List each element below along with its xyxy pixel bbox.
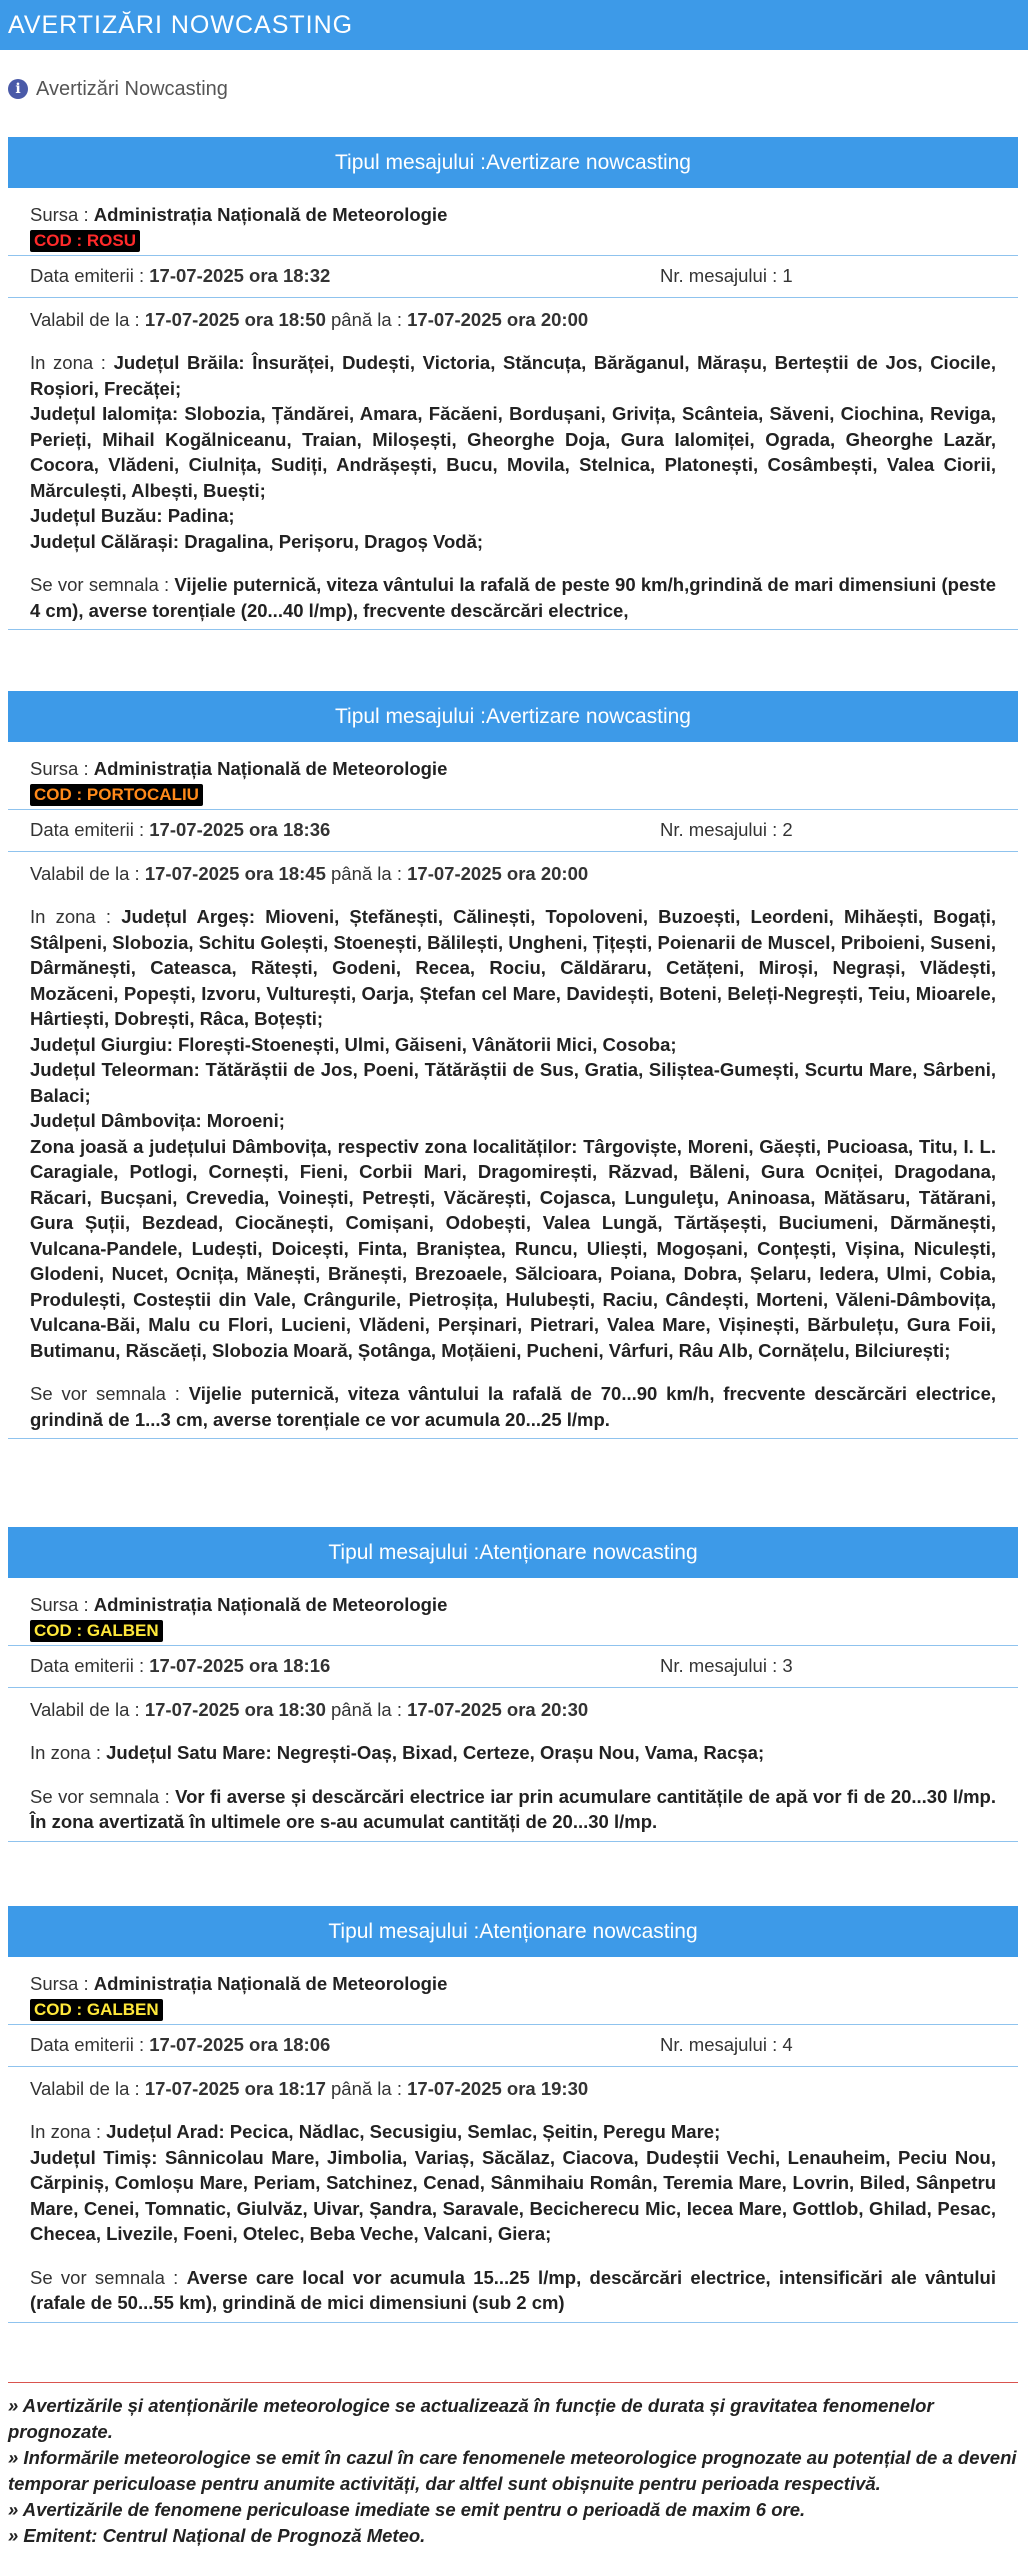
source-value: Administrația Națională de Meteorologie xyxy=(93,758,448,779)
message-type-header xyxy=(8,137,1018,188)
breadcrumb xyxy=(0,71,1028,107)
footer-note: » Informările meteorologice se emit în cazul în care fenomenele meteorologice prognozate au potențial de a deveni temporar periculoase pentru anumite activități, dar altfel sunt obișnuite pentru perioada respectivă. xyxy=(8,2447,1017,2494)
signs-value: Averse care local vor acumula 15...25 l/mp, descărcări electrice, intensificări ale vântului (rafale de 50...55 km), grindină de mici dimensiuni (sub 2 cm) xyxy=(30,2266,996,2313)
emission-row xyxy=(8,1646,1018,1684)
valid-from-value: 17-07-2025 ora 18:30 xyxy=(144,1699,326,1720)
source-label: Sursa : xyxy=(30,1973,94,1994)
valid-to-value: 17-07-2025 ora 20:00 xyxy=(407,309,589,330)
emit-value: 17-07-2025 ora 18:36 xyxy=(149,819,331,840)
message-type-prefix: Tipul mesajului : xyxy=(328,1540,480,1564)
divider xyxy=(8,2322,1018,2323)
source-label: Sursa : xyxy=(30,1594,94,1615)
valid-from-label: Valabil de la : xyxy=(30,2078,145,2099)
signs-label: Se vor semnala : xyxy=(30,2266,187,2288)
valid-from-value: 17-07-2025 ora 18:17 xyxy=(144,2078,326,2099)
emission-row xyxy=(8,2025,1018,2063)
code-badge: COD : PORTOCALIU xyxy=(30,784,203,806)
message-number-label: Nr. mesajului : xyxy=(660,265,783,286)
signs-value: Vor fi averse și descărcări electrice iar prin acumulare cantitățile de apă vor fi de 20...30 l/mp. În zona avertizată în ultimele ore s-au acumulat cantități de 20...30 l/mp. xyxy=(30,1785,996,1832)
code-badge: COD : GALBEN xyxy=(30,1620,163,1642)
valid-from-value: 17-07-2025 ora 18:45 xyxy=(144,863,326,884)
zone-value: Județul Brăila: Însurăței, Dudești, Victoria, Stăncuța, Bărăganul, Mărașu, Berteștii de Jos, Ciocile, Roșiori, Frecăței; Județul Ialomița: Slobozia, Țăndărei, Amara, Făcăeni, Bordușani, Grivița, Scânteia, Săveni, Ciochina, Reviga, Perieți, Mihail Kogălniceanu, Traian, Miloșești, Gheorghe Doja, Gura Ialomiței, Ograda, Gheorghe Lazăr, Cocora, Vlădeni, Ciulnița, Sudiți, Andrășești, Bucu, Movila, Stelnica, Platonești, Cosâmbești, Valea Ciorii, Mărculești, Albești, Buești; Județul Buzău: Padina; Județul Călărași: Dragalina, Perișoru, Dragoș Vodă; xyxy=(30,352,996,552)
signs-row xyxy=(8,554,1018,623)
message-number: 1 xyxy=(782,265,793,286)
warning-card xyxy=(8,1906,1018,2323)
source-label: Sursa : xyxy=(30,204,94,225)
source-label: Sursa : xyxy=(30,758,94,779)
zone-value: Județul Argeș: Mioveni, Ștefănești, Călinești, Topoloveni, Buzoești, Leordeni, Mihăești, Bogați, Stâlpeni, Slobozia, Schitu Golești, Stoenești, Bălilești, Ungheni, Țițești, Poienarii de Muscel, Priboieni, Suseni, Dârmănești, Cateasca, Rătești, Godeni, Recea, Rociu, Căldăraru, Cetățeni, Miroși, Negrași, Vlădești, Mozăceni, Popești, Izvoru, Vulturești, Oarja, Ștefan cel Mare, Davidești, Boteni, Beleți-Negrești, Teiu, Mioarele, Hârtiești, Dobrești, Râca, Boțești; Județul Giurgiu: Florești-Stoenești, Ulmi, Găiseni, Vânătorii Mici, Cosoba; Județul Teleorman: Tătărăștii de Jos, Poeni, Tătărăștii de Sus, Gratia, Siliștea-Gumești, Scurtu Mare, Sârbeni, Balaci; Județul Dâmbovița: Moroeni; Zona joasă a județului Dâmbovița, respectiv zona localităților: Târgoviște, Moreni, Găești, Pucioasa, Titu, I. L. Caragiale, Potlogi, Cornești, Fieni, Corbii Mari, Dragomirești, Răzvad, Băleni, Gura Ocniței, Dragodana, Răcari, Bucșani, Crevedia, Voinești, Petrești, Văcărești, Cojasca, Lunguleţu, Aninoasa, Mătăsaru, Tătărani, Gura Șuții, Bezdead, Ciocănești, Comișani, Odobești, Valea Lungă, Tărtășești, Buciumeni, Dărmănești, Vulcana-Pandele, Ludești, Doicești, Finta, Braniștea, Runcu, Uliești, Mogoșani, Conțești, Vișina, Niculești, Glodeni, Nucet, Ocnița, Mănești, Brănești, Brezoaele, Sălcioara, Poiana, Dobra, Șelaru, Iedera, Ulmi, Cobia, Produlești, Costeștii din Vale, Crângurile, Pietroșița, Hulubești, Raciu, Cândești, Morteni, Văleni-Dâmbovița, Vulcana-Băi, Malu cu Flori, Lucieni, Vlădeni, Perșinari, Pietrari, Valea Mare, Vișinești, Bărbulețu, Gura Foii, Butimanu, Răscăeți, Slobozia Moară, Șotânga, Moțăieni, Pucheni, Vârfuri, Râu Alb, Cornățelu, Bilciurești; xyxy=(30,906,997,1361)
zone-value: Județul Satu Mare: Negrești-Oaș, Bixad, Certeze, Orașu Nou, Vama, Racșa; xyxy=(106,1742,765,1763)
message-number-label: Nr. mesajului : xyxy=(660,2034,783,2055)
source-row xyxy=(8,1971,1018,1996)
info-icon: i xyxy=(8,79,28,99)
divider xyxy=(8,1438,1018,1439)
code-badge: COD : ROSU xyxy=(30,230,140,252)
message-number: 2 xyxy=(782,819,793,840)
valid-to-label: până la : xyxy=(325,863,408,884)
page-header xyxy=(0,0,1028,50)
footer-note: » Emitent: Centrul Național de Prognoză Meteo. xyxy=(8,2525,426,2546)
message-type-prefix: Tipul mesajului : xyxy=(328,1919,480,1943)
emit-value: 17-07-2025 ora 18:32 xyxy=(149,265,331,286)
signs-label: Se vor semnala : xyxy=(30,1785,176,1807)
warning-card xyxy=(8,137,1018,630)
validity-row xyxy=(8,2067,1018,2101)
message-type: Atenționare nowcasting xyxy=(479,1540,698,1564)
divider xyxy=(8,629,1018,630)
signs-row xyxy=(8,1363,1018,1432)
emit-value: 17-07-2025 ora 18:06 xyxy=(149,2034,331,2055)
message-type-header xyxy=(8,1906,1018,1957)
emit-value: 17-07-2025 ora 18:16 xyxy=(149,1655,331,1676)
signs-label: Se vor semnala : xyxy=(30,1383,189,1404)
emit-label: Data emiterii : xyxy=(30,1655,150,1676)
message-type-header xyxy=(8,691,1018,742)
emit-label: Data emiterii : xyxy=(30,819,150,840)
code-row xyxy=(8,1617,1018,1642)
signs-row xyxy=(8,1766,1018,1835)
emit-label: Data emiterii : xyxy=(30,2034,150,2055)
zone-label: In zona : xyxy=(30,1742,107,1763)
signs-label: Se vor semnala : xyxy=(30,574,175,595)
message-type-header xyxy=(8,1527,1018,1578)
code-row xyxy=(8,227,1018,252)
message-number-label: Nr. mesajului : xyxy=(660,819,783,840)
valid-to-value: 17-07-2025 ora 19:30 xyxy=(407,2078,589,2099)
valid-from-label: Valabil de la : xyxy=(30,1699,145,1720)
message-type-prefix: Tipul mesajului : xyxy=(334,150,486,174)
source-value: Administrația Națională de Meteorologie xyxy=(93,1594,448,1615)
footer-note: » Avertizările de fenomene periculoase imediate se emit pentru o perioadă de maxim 6 ore. xyxy=(8,2499,806,2520)
page-title: AVERTIZĂRI NOWCASTING xyxy=(8,10,354,39)
valid-to-value: 17-07-2025 ora 20:00 xyxy=(407,863,589,884)
signs-value: Vijelie puternică, viteza vântului la rafală de peste 90 km/h,grindină de mari dimensiuni (peste 4 cm), averse torențiale (20...40 l/mp), frecvente descărcări electrice, xyxy=(30,574,997,621)
zone-row xyxy=(8,2101,1018,2247)
message-type: Avertizare nowcasting xyxy=(485,150,691,174)
emission-row xyxy=(8,256,1018,294)
zone-value: Județul Arad: Pecica, Nădlac, Secusigiu, Semlac, Șeitin, Peregu Mare; Județul Timiș: Sânnicolau Mare, Jimbolia, Variaș, Săcălaz, Ciacova, Dudeștii Vechi, Lenauheim, Peciu Nou, Cărpiniș, Comloșu Mare, Periam, Satchinez, Cenad, Sânmihaiu Român, Teremia Mare, Lovrin, Biled, Sânpetru Mare, Cenei, Tomnatic, Giulvăz, Uivar, Șandra, Saravale, Becicherecu Mic, Iecea Mare, Gottlob, Ghilad, Pesac, Checea, Livezile, Foeni, Otelec, Beba Veche, Valcani, Giera; xyxy=(30,2121,996,2244)
code-row xyxy=(8,781,1018,806)
message-type: Avertizare nowcasting xyxy=(485,704,691,728)
breadcrumb-label[interactable]: Avertizări Nowcasting xyxy=(36,77,228,100)
signs-row xyxy=(8,2247,1018,2316)
message-number: 3 xyxy=(782,1655,793,1676)
message-type-prefix: Tipul mesajului : xyxy=(334,704,486,728)
divider xyxy=(8,1841,1018,1842)
code-row xyxy=(8,1996,1018,2021)
message-number-label: Nr. mesajului : xyxy=(660,1655,783,1676)
footer-notes xyxy=(8,2382,1018,2549)
valid-from-label: Valabil de la : xyxy=(30,309,145,330)
valid-to-label: până la : xyxy=(325,1699,408,1720)
validity-row xyxy=(8,298,1018,332)
valid-from-value: 17-07-2025 ora 18:50 xyxy=(144,309,326,330)
emit-label: Data emiterii : xyxy=(30,265,150,286)
validity-row xyxy=(8,1688,1018,1722)
validity-row xyxy=(8,852,1018,886)
source-row xyxy=(8,202,1018,227)
valid-to-label: până la : xyxy=(325,2078,408,2099)
zone-row xyxy=(8,332,1018,554)
source-row xyxy=(8,1592,1018,1617)
emission-row xyxy=(8,810,1018,848)
source-value: Administrația Națională de Meteorologie xyxy=(93,1973,448,1994)
message-number: 4 xyxy=(782,2034,793,2055)
signs-value: Vijelie puternică, viteza vântului la rafală de 70...90 km/h, frecvente descărcări electrice, grindină de 1...3 cm, averse torențiale ce vor acumula 20...25 l/mp. xyxy=(30,1383,997,1430)
warning-card xyxy=(8,1527,1018,1842)
warning-card xyxy=(8,691,1018,1439)
code-badge: COD : GALBEN xyxy=(30,1999,163,2021)
zone-label: In zona : xyxy=(30,352,114,373)
valid-to-value: 17-07-2025 ora 20:30 xyxy=(407,1699,589,1720)
zone-row xyxy=(8,1722,1018,1766)
valid-to-label: până la : xyxy=(325,309,408,330)
source-value: Administrația Națională de Meteorologie xyxy=(93,204,448,225)
message-type: Atenționare nowcasting xyxy=(479,1919,698,1943)
zone-label: In zona : xyxy=(30,906,122,927)
valid-from-label: Valabil de la : xyxy=(30,863,145,884)
source-row xyxy=(8,756,1018,781)
zone-label: In zona : xyxy=(30,2121,107,2142)
footer-note: » Avertizările și atenționările meteorologice se actualizează în funcție de durata și gravitatea fenomenelor prognozate. xyxy=(8,2395,934,2442)
zone-row xyxy=(8,886,1018,1363)
